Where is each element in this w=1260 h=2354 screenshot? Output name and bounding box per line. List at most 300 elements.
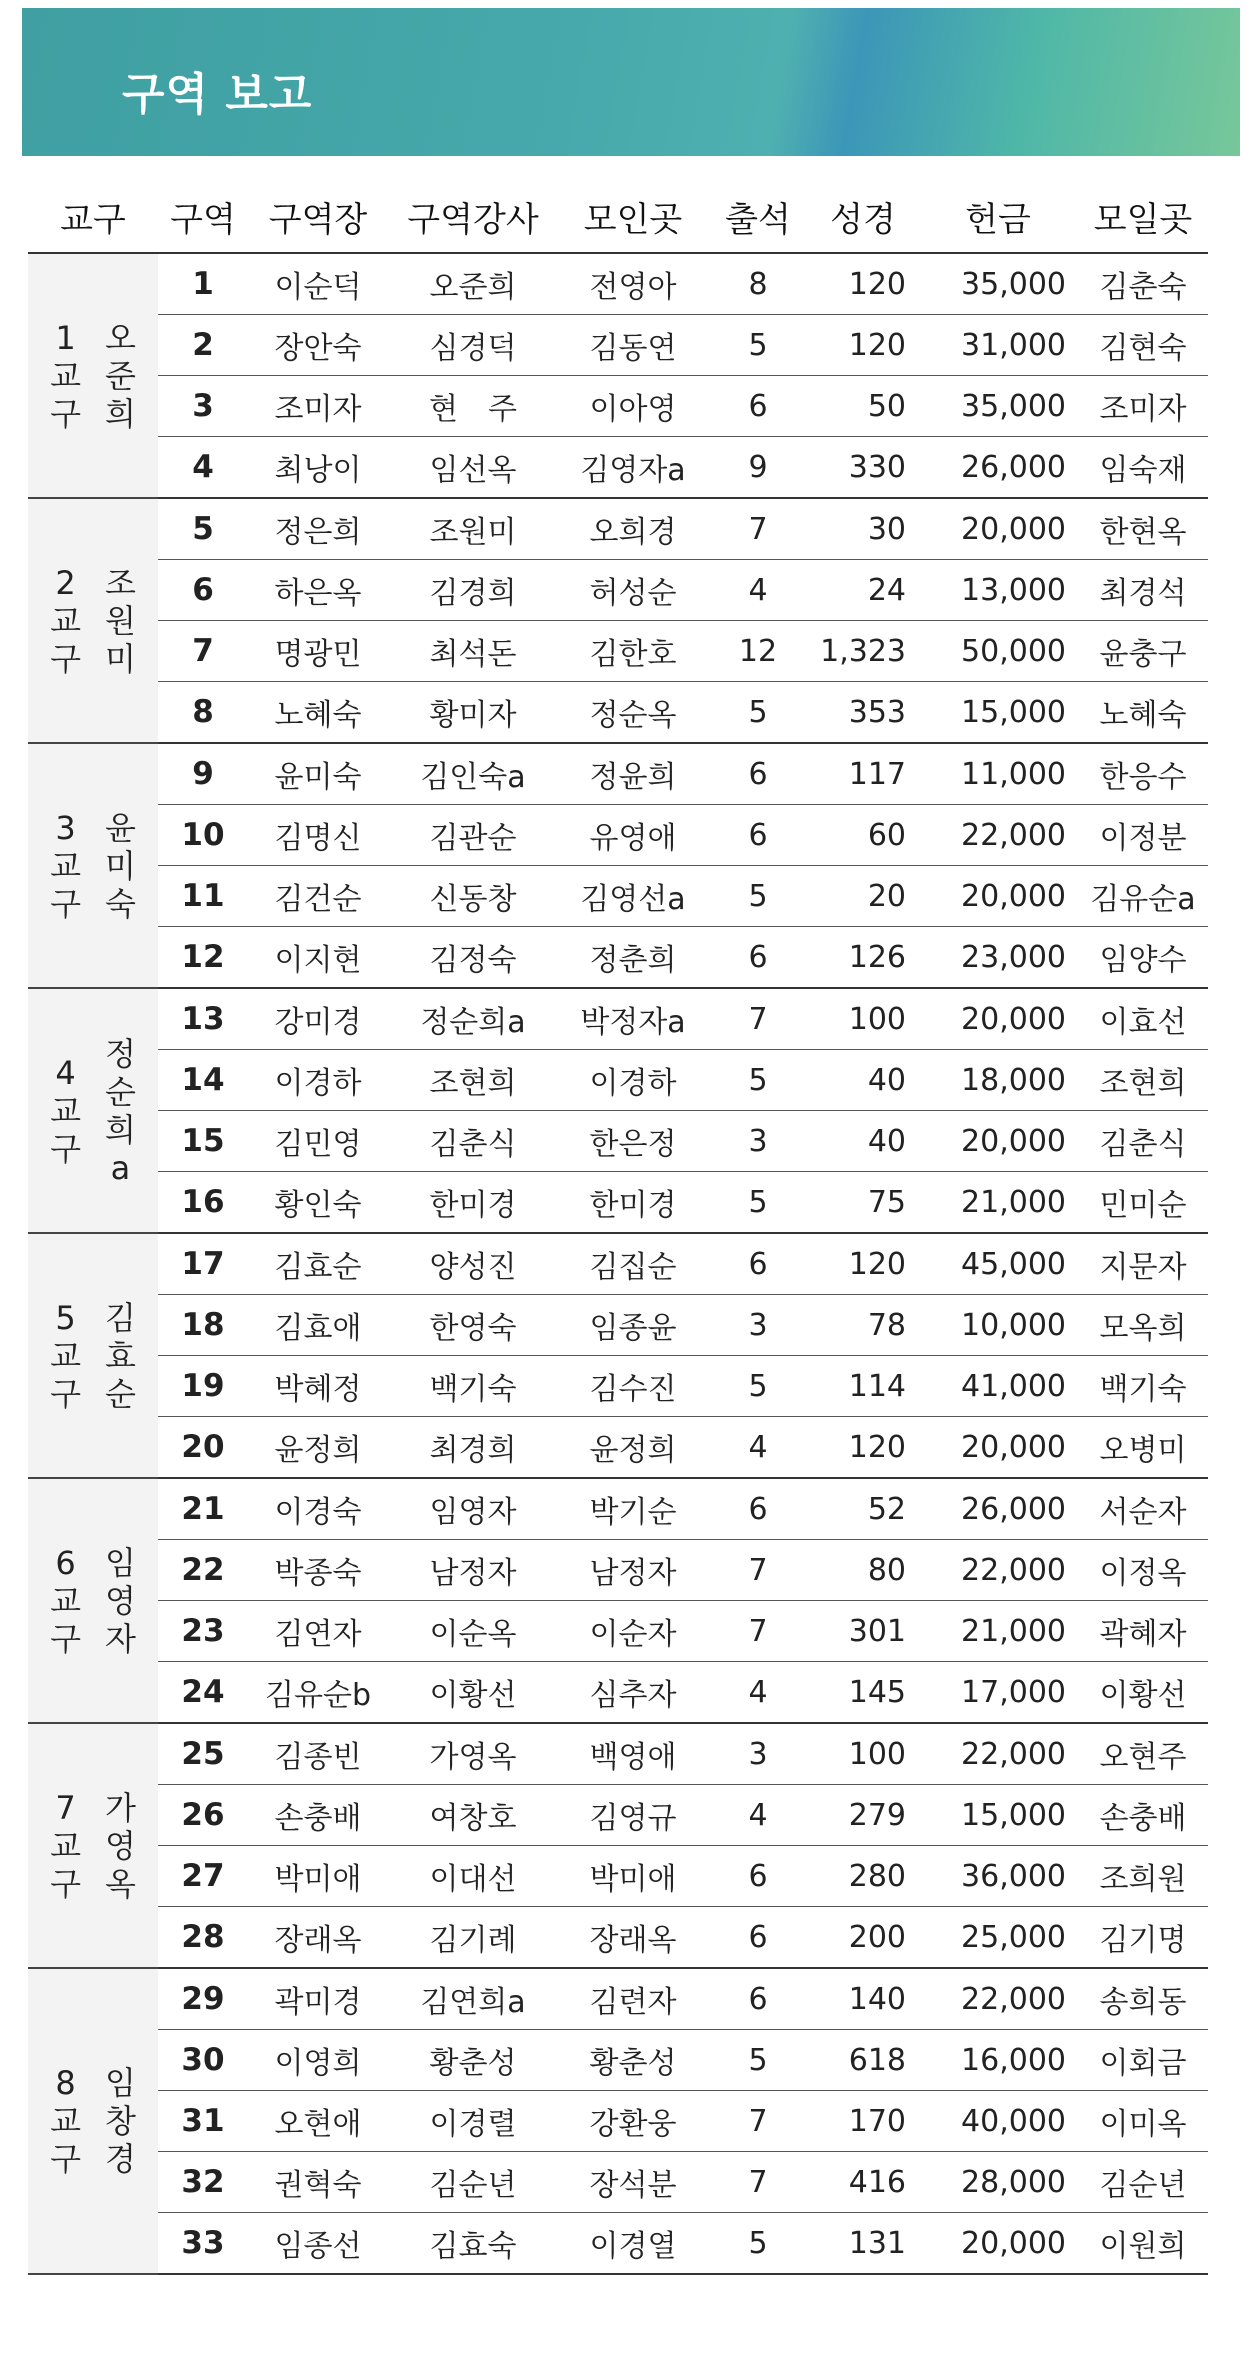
table-row (28, 1846, 1208, 1907)
offering: 16,000 (918, 2030, 1078, 2091)
leader-char: 숙 (105, 884, 136, 923)
offering: 20,000 (918, 498, 1078, 560)
parish-char: 구 (50, 1374, 81, 1413)
parish-label (50, 1299, 81, 1413)
table-row (28, 927, 1208, 989)
parish-char: 교 (50, 2102, 81, 2140)
attendance: 7 (708, 498, 808, 560)
meeting-place: 김련자 (558, 1968, 708, 2030)
meeting-place: 장래옥 (558, 1907, 708, 1969)
zone-teacher: 현 주 (388, 376, 558, 437)
table-row (28, 1662, 1208, 1724)
parish-char: 교 (50, 1336, 81, 1375)
bible-reading: 131 (808, 2213, 918, 2275)
zone-number: 18 (158, 1295, 248, 1356)
parish-leader-name (105, 1789, 136, 1903)
parish-leader-name (105, 1544, 136, 1658)
zone-number: 3 (158, 376, 248, 437)
bible-reading: 353 (808, 682, 918, 744)
zone-teacher: 정순희a (388, 988, 558, 1050)
leader-char: 영 (105, 1581, 136, 1620)
table-row (28, 498, 1208, 560)
district-report-table (28, 180, 1208, 2275)
meeting-place: 박미애 (558, 1846, 708, 1907)
offering: 22,000 (918, 1540, 1078, 1601)
meeting-place: 이경열 (558, 2213, 708, 2275)
parish-char: 교 (50, 356, 81, 395)
zone-leader: 윤정희 (248, 1417, 388, 1479)
column-header: 구역 (158, 180, 248, 253)
next-meeting-place: 임양수 (1078, 927, 1208, 989)
table-row (28, 621, 1208, 682)
bible-reading: 120 (808, 1417, 918, 1479)
zone-number: 24 (158, 1662, 248, 1724)
next-meeting-place: 지문자 (1078, 1233, 1208, 1295)
meeting-place: 강환웅 (558, 2091, 708, 2152)
meeting-place: 이아영 (558, 376, 708, 437)
attendance: 7 (708, 2091, 808, 2152)
leader-char: 준 (105, 356, 136, 395)
bible-reading: 301 (808, 1601, 918, 1662)
offering: 31,000 (918, 315, 1078, 376)
table-row (28, 1356, 1208, 1417)
next-meeting-place: 모옥희 (1078, 1295, 1208, 1356)
zone-number: 15 (158, 1111, 248, 1172)
table-row (28, 560, 1208, 621)
zone-teacher: 황춘성 (388, 2030, 558, 2091)
leader-char: 순 (105, 1374, 136, 1413)
offering: 20,000 (918, 1111, 1078, 1172)
attendance: 6 (708, 1478, 808, 1540)
offering: 13,000 (918, 560, 1078, 621)
meeting-place: 장석분 (558, 2152, 708, 2213)
attendance: 8 (708, 253, 808, 315)
zone-number: 32 (158, 2152, 248, 2213)
bible-reading: 100 (808, 988, 918, 1050)
offering: 28,000 (918, 2152, 1078, 2213)
zone-teacher: 김연희a (388, 1968, 558, 2030)
next-meeting-place: 김현숙 (1078, 315, 1208, 376)
next-meeting-place: 백기숙 (1078, 1356, 1208, 1417)
meeting-place: 박정자a (558, 988, 708, 1050)
table-row (28, 1111, 1208, 1172)
bible-reading: 100 (808, 1723, 918, 1785)
parish-label (50, 809, 81, 923)
meeting-place: 유영애 (558, 805, 708, 866)
table-row (28, 988, 1208, 1050)
next-meeting-place: 이미옥 (1078, 2091, 1208, 2152)
leader-char: 효 (105, 1336, 136, 1375)
parish-label (50, 564, 81, 678)
zone-leader: 노혜숙 (248, 682, 388, 744)
attendance: 5 (708, 1356, 808, 1417)
attendance: 5 (708, 1172, 808, 1234)
zone-teacher: 김기례 (388, 1907, 558, 1969)
table-row (28, 682, 1208, 744)
next-meeting-place: 조현희 (1078, 1050, 1208, 1111)
zone-number: 26 (158, 1785, 248, 1846)
offering: 20,000 (918, 2213, 1078, 2275)
leader-char: 미 (105, 639, 136, 678)
zone-number: 8 (158, 682, 248, 744)
zone-number: 20 (158, 1417, 248, 1479)
attendance: 3 (708, 1111, 808, 1172)
zone-leader: 김효애 (248, 1295, 388, 1356)
zone-leader: 김종빈 (248, 1723, 388, 1785)
table-row (28, 1295, 1208, 1356)
parish-leader-name (105, 1299, 136, 1413)
zone-teacher: 남정자 (388, 1540, 558, 1601)
parish-label (50, 1789, 81, 1903)
zone-number: 13 (158, 988, 248, 1050)
leader-char: 희 (105, 394, 136, 433)
zone-leader: 김연자 (248, 1601, 388, 1662)
offering: 11,000 (918, 743, 1078, 805)
bible-reading: 120 (808, 1233, 918, 1295)
next-meeting-place: 민미순 (1078, 1172, 1208, 1234)
zone-teacher: 조현희 (388, 1050, 558, 1111)
next-meeting-place: 김기명 (1078, 1907, 1208, 1969)
offering: 35,000 (918, 253, 1078, 315)
table-row (28, 1968, 1208, 2030)
bible-reading: 40 (808, 1111, 918, 1172)
meeting-place: 심추자 (558, 1662, 708, 1724)
zone-teacher: 임선옥 (388, 437, 558, 499)
bible-reading: 280 (808, 1846, 918, 1907)
parish-cell (28, 253, 158, 498)
next-meeting-place: 윤충구 (1078, 621, 1208, 682)
parish-cell (28, 1723, 158, 1968)
parish-char: 교 (50, 601, 81, 640)
table-row (28, 2030, 1208, 2091)
bible-reading: 330 (808, 437, 918, 499)
parish-char: 2 (55, 563, 76, 602)
table-row (28, 2152, 1208, 2213)
parish-cell (28, 743, 158, 988)
zone-number: 5 (158, 498, 248, 560)
next-meeting-place: 한현옥 (1078, 498, 1208, 560)
zone-teacher: 김정숙 (388, 927, 558, 989)
attendance: 3 (708, 1723, 808, 1785)
offering: 20,000 (918, 866, 1078, 927)
leader-char: a (110, 1148, 131, 1187)
meeting-place: 김수진 (558, 1356, 708, 1417)
parish-char: 구 (50, 394, 81, 433)
parish-cell (28, 1968, 158, 2274)
parish-char: 4 (55, 1053, 76, 1092)
zone-leader: 손충배 (248, 1785, 388, 1846)
attendance: 12 (708, 621, 808, 682)
header-banner (22, 8, 1240, 156)
table-row (28, 1050, 1208, 1111)
offering: 26,000 (918, 1478, 1078, 1540)
leader-char: 옥 (105, 1864, 136, 1903)
leader-char: 오 (105, 318, 136, 357)
next-meeting-place: 곽혜자 (1078, 1601, 1208, 1662)
next-meeting-place: 이정분 (1078, 805, 1208, 866)
leader-char: 김 (105, 1298, 136, 1337)
attendance: 4 (708, 1417, 808, 1479)
zone-teacher: 양성진 (388, 1233, 558, 1295)
table-row (28, 1478, 1208, 1540)
meeting-place: 백영애 (558, 1723, 708, 1785)
meeting-place: 이순자 (558, 1601, 708, 1662)
zone-teacher: 심경덕 (388, 315, 558, 376)
zone-number: 4 (158, 437, 248, 499)
zone-number: 16 (158, 1172, 248, 1234)
zone-teacher: 조원미 (388, 498, 558, 560)
zone-number: 23 (158, 1601, 248, 1662)
parish-char: 6 (55, 1543, 76, 1582)
offering: 18,000 (918, 1050, 1078, 1111)
next-meeting-place: 김유순a (1078, 866, 1208, 927)
attendance: 6 (708, 805, 808, 866)
column-header: 모일곳 (1078, 180, 1208, 253)
parish-leader-name (105, 2064, 136, 2178)
meeting-place: 정윤희 (558, 743, 708, 805)
parish-label (50, 2064, 81, 2178)
zone-leader: 이경숙 (248, 1478, 388, 1540)
table-row (28, 1601, 1208, 1662)
attendance: 4 (708, 560, 808, 621)
zone-number: 17 (158, 1233, 248, 1295)
offering: 23,000 (918, 927, 1078, 989)
zone-number: 6 (158, 560, 248, 621)
next-meeting-place: 한응수 (1078, 743, 1208, 805)
table-row (28, 2213, 1208, 2275)
next-meeting-place: 김춘식 (1078, 1111, 1208, 1172)
zone-teacher: 김효숙 (388, 2213, 558, 2275)
bible-reading: 75 (808, 1172, 918, 1234)
leader-char: 희 (105, 1110, 136, 1149)
table-row (28, 743, 1208, 805)
attendance: 9 (708, 437, 808, 499)
zone-teacher: 이경렬 (388, 2091, 558, 2152)
meeting-place: 허성순 (558, 560, 708, 621)
parish-cell (28, 1478, 158, 1723)
zone-teacher: 김경희 (388, 560, 558, 621)
zone-teacher: 이황선 (388, 1662, 558, 1724)
offering: 20,000 (918, 988, 1078, 1050)
bible-reading: 416 (808, 2152, 918, 2213)
zone-teacher: 김순년 (388, 2152, 558, 2213)
zone-teacher: 황미자 (388, 682, 558, 744)
attendance: 6 (708, 1846, 808, 1907)
parish-char: 교 (50, 1826, 81, 1865)
column-header: 성경 (808, 180, 918, 253)
bible-reading: 52 (808, 1478, 918, 1540)
zone-teacher: 최석돈 (388, 621, 558, 682)
attendance: 7 (708, 2152, 808, 2213)
zone-teacher: 최경희 (388, 1417, 558, 1479)
table-row (28, 805, 1208, 866)
zone-leader: 명광민 (248, 621, 388, 682)
zone-leader: 이영희 (248, 2030, 388, 2091)
bible-reading: 78 (808, 1295, 918, 1356)
bible-reading: 20 (808, 866, 918, 927)
zone-teacher: 임영자 (388, 1478, 558, 1540)
parish-char: 교 (50, 1581, 81, 1620)
leader-char: 창 (105, 2102, 136, 2140)
parish-label (50, 1054, 81, 1168)
bible-reading: 40 (808, 1050, 918, 1111)
zone-teacher: 가영옥 (388, 1723, 558, 1785)
column-header: 모인곳 (558, 180, 708, 253)
parish-char: 3 (55, 808, 76, 847)
zone-leader: 김효순 (248, 1233, 388, 1295)
zone-teacher: 김관순 (388, 805, 558, 866)
attendance: 5 (708, 2213, 808, 2275)
offering: 22,000 (918, 1968, 1078, 2030)
next-meeting-place: 이정옥 (1078, 1540, 1208, 1601)
parish-label (50, 319, 81, 433)
leader-char: 자 (105, 1619, 136, 1658)
table-row (28, 1233, 1208, 1295)
zone-number: 30 (158, 2030, 248, 2091)
zone-leader: 조미자 (248, 376, 388, 437)
offering: 26,000 (918, 437, 1078, 499)
meeting-place: 김집순 (558, 1233, 708, 1295)
bible-reading: 126 (808, 927, 918, 989)
parish-char: 8 (55, 2064, 76, 2102)
zone-teacher: 이순옥 (388, 1601, 558, 1662)
meeting-place: 전영아 (558, 253, 708, 315)
next-meeting-place: 김춘숙 (1078, 253, 1208, 315)
bible-reading: 120 (808, 253, 918, 315)
zone-number: 25 (158, 1723, 248, 1785)
meeting-place: 윤정희 (558, 1417, 708, 1479)
zone-leader: 곽미경 (248, 1968, 388, 2030)
leader-char: 순 (105, 1072, 136, 1111)
zone-number: 31 (158, 2091, 248, 2152)
zone-teacher: 백기숙 (388, 1356, 558, 1417)
leader-char: 임 (105, 2064, 136, 2102)
table-row (28, 253, 1208, 315)
bible-reading: 279 (808, 1785, 918, 1846)
attendance: 7 (708, 988, 808, 1050)
offering: 50,000 (918, 621, 1078, 682)
zone-number: 33 (158, 2213, 248, 2275)
offering: 15,000 (918, 1785, 1078, 1846)
offering: 45,000 (918, 1233, 1078, 1295)
zone-leader: 박종숙 (248, 1540, 388, 1601)
table-row (28, 1723, 1208, 1785)
column-header: 구역장 (248, 180, 388, 253)
attendance: 5 (708, 2030, 808, 2091)
parish-cell (28, 1233, 158, 1478)
leader-char: 경 (105, 2140, 136, 2178)
attendance: 3 (708, 1295, 808, 1356)
leader-char: 영 (105, 1826, 136, 1865)
attendance: 6 (708, 1233, 808, 1295)
offering: 20,000 (918, 1417, 1078, 1479)
next-meeting-place: 오현주 (1078, 1723, 1208, 1785)
zone-number: 2 (158, 315, 248, 376)
zone-teacher: 여창호 (388, 1785, 558, 1846)
bible-reading: 50 (808, 376, 918, 437)
zone-teacher: 신동창 (388, 866, 558, 927)
zone-leader: 김유순b (248, 1662, 388, 1724)
offering: 40,000 (918, 2091, 1078, 2152)
table-row (28, 1785, 1208, 1846)
attendance: 6 (708, 927, 808, 989)
zone-leader: 정은희 (248, 498, 388, 560)
next-meeting-place: 이황선 (1078, 1662, 1208, 1724)
next-meeting-place: 임숙재 (1078, 437, 1208, 499)
zone-leader: 하은옥 (248, 560, 388, 621)
zone-number: 12 (158, 927, 248, 989)
zone-leader: 장안숙 (248, 315, 388, 376)
parish-char: 구 (50, 884, 81, 923)
bible-reading: 145 (808, 1662, 918, 1724)
parish-char: 교 (50, 1091, 81, 1130)
table-row (28, 437, 1208, 499)
zone-leader: 이경하 (248, 1050, 388, 1111)
table-row (28, 1172, 1208, 1234)
attendance: 6 (708, 743, 808, 805)
zone-leader: 김명신 (248, 805, 388, 866)
offering: 17,000 (918, 1662, 1078, 1724)
zone-teacher: 오준희 (388, 253, 558, 315)
attendance: 6 (708, 1907, 808, 1969)
table-row (28, 2091, 1208, 2152)
parish-char: 구 (50, 1129, 81, 1168)
page-title: 구역 보고 (122, 69, 313, 120)
bible-reading: 24 (808, 560, 918, 621)
leader-char: 가 (105, 1788, 136, 1827)
parish-char: 구 (50, 1619, 81, 1658)
bible-reading: 170 (808, 2091, 918, 2152)
parish-char: 7 (55, 1788, 76, 1827)
zone-number: 14 (158, 1050, 248, 1111)
zone-leader: 황인숙 (248, 1172, 388, 1234)
next-meeting-place: 이원희 (1078, 2213, 1208, 2275)
offering: 35,000 (918, 376, 1078, 437)
zone-number: 21 (158, 1478, 248, 1540)
table-row (28, 315, 1208, 376)
column-header: 교구 (28, 180, 158, 253)
bible-reading: 117 (808, 743, 918, 805)
leader-char: 정 (105, 1034, 136, 1073)
zone-teacher: 이대선 (388, 1846, 558, 1907)
meeting-place: 정춘희 (558, 927, 708, 989)
attendance: 5 (708, 315, 808, 376)
meeting-place: 한은정 (558, 1111, 708, 1172)
attendance: 7 (708, 1540, 808, 1601)
meeting-place: 임종윤 (558, 1295, 708, 1356)
leader-char: 원 (105, 601, 136, 640)
meeting-place: 김한호 (558, 621, 708, 682)
zone-leader: 강미경 (248, 988, 388, 1050)
leader-char: 윤 (105, 808, 136, 847)
attendance: 5 (708, 866, 808, 927)
table-row (28, 1540, 1208, 1601)
attendance: 4 (708, 1662, 808, 1724)
parish-leader-name (105, 809, 136, 923)
attendance: 7 (708, 1601, 808, 1662)
next-meeting-place: 이효선 (1078, 988, 1208, 1050)
next-meeting-place: 조희원 (1078, 1846, 1208, 1907)
parish-char: 5 (55, 1298, 76, 1337)
column-header: 구역강사 (388, 180, 558, 253)
meeting-place: 오희경 (558, 498, 708, 560)
zone-leader: 이지현 (248, 927, 388, 989)
zone-number: 28 (158, 1907, 248, 1969)
offering: 21,000 (918, 1601, 1078, 1662)
meeting-place: 남정자 (558, 1540, 708, 1601)
parish-leader-name (105, 1035, 136, 1187)
zone-leader: 장래옥 (248, 1907, 388, 1969)
